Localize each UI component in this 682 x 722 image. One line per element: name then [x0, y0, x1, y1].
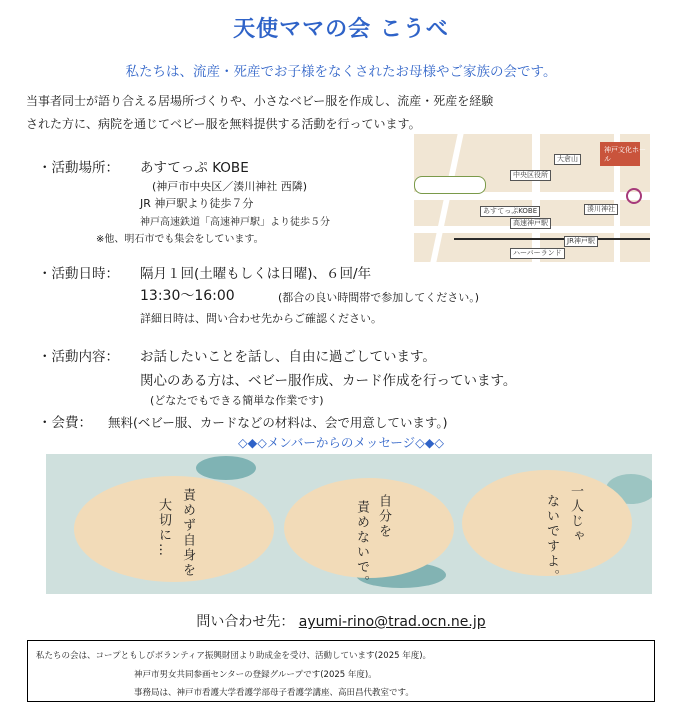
dates-label: ・活動日時： [38, 266, 119, 282]
messages-heading: ◇◆◇メンバーからのメッセージ◇◆◇ [237, 435, 445, 450]
place-access-jr: JR 神戸駅より徒歩７分 [140, 197, 254, 210]
content-line-1: お話したいことを話し、自由に過ごしています。 [140, 349, 436, 365]
content-line-3: (どなたでもできる簡単な作業です) [150, 394, 324, 407]
place-label: ・活動場所： [38, 160, 119, 176]
intro-text [26, 90, 493, 136]
map-label-hall: 神戸文化ホール [604, 146, 646, 163]
page-title: 天使ママの会 こうべ [233, 17, 449, 42]
map-label-asuteppu: あすてっぷKOBE [480, 206, 540, 217]
dates-frequency: 隔月１回(土曜もしくは日曜)、６回/年 [140, 266, 372, 282]
map-label-harborland: ハーバーランド [510, 248, 565, 259]
location-map [414, 134, 650, 262]
contact [0, 611, 682, 631]
place-note: ※他、明石市でも集会をしています。 [96, 234, 264, 245]
message-right-line-2: ないですよ。 [544, 494, 559, 584]
map-label-kosoku-kobe: 高速神戸駅 [510, 218, 551, 229]
content-label: ・活動内容： [38, 349, 119, 365]
place-address: (神戸市中央区／湊川神社 西隣) [152, 180, 308, 193]
fee-text: 無料(ベビー服、カードなどの材料は、会で用意しています。) [108, 415, 448, 430]
map-label-okurayama: 大倉山 [554, 154, 581, 165]
dates-detail: 詳細日時は、問い合わせ先からご確認ください。 [140, 312, 382, 325]
contact-email-link[interactable]: ayumi-rino@trad.ocn.ne.jp [298, 614, 486, 630]
footer-line-2: 神戸市男女共同参画センターの登録グループです(2025 年度)。 [134, 670, 377, 680]
dates-time-note: (都合の良い時間帯で参加してください。) [278, 291, 480, 304]
place-name: あすてっぷ KOBE [140, 160, 249, 176]
map-marker-icon [626, 188, 642, 204]
footer-line-1: 私たちの会は、コープともしびボランティア振興財団より助成金を受け、活動しています(2025 年度)。 [36, 651, 432, 661]
contact-label: 問い合わせ先： [196, 614, 295, 630]
map-label-jr-kobe: JR神戸駅 [564, 236, 598, 247]
message-middle-line-1: 自分を [376, 494, 391, 539]
map-label-ward-office: 中央区役所 [510, 170, 551, 181]
subtitle: 私たちは、流産・死産でお子様をなくされたお母様やご家族の会です。 [125, 64, 557, 80]
footer-line-3: 事務局は、神戸市看護大学看護学部母子看護学講座、高田昌代教室です。 [134, 688, 414, 698]
messages-artwork [46, 454, 652, 594]
intro-line-2: された方に、病院を通じてベビー服を無料提供する活動を行っています。 [26, 117, 421, 131]
footer-box [27, 640, 655, 702]
intro-line-1: 当事者同士が語り合える居場所づくりや、小さなベビー服を作成し、流産・死産を経験 [26, 94, 494, 108]
map-banner [414, 176, 486, 194]
message-right-line-1: 一人じゃ [568, 484, 583, 544]
map-label-shrine: 湊川神社 [584, 204, 618, 215]
message-middle-line-2: 責めないで。 [354, 500, 369, 590]
message-left-line-2: 大切に… [156, 498, 171, 558]
message-oval-left [74, 476, 274, 582]
place-access-hanshin: 神戸高速鉄道「高速神戸駅」より徒歩５分 [140, 217, 330, 228]
message-left-line-1: 責めず自身を [180, 488, 195, 578]
fee-label: ・会費： [38, 415, 92, 431]
dates-time: 13:30～16:00 [140, 288, 235, 304]
content-line-2: 関心のある方は、ベビー服作成、カード作成を行っています。 [140, 373, 517, 389]
